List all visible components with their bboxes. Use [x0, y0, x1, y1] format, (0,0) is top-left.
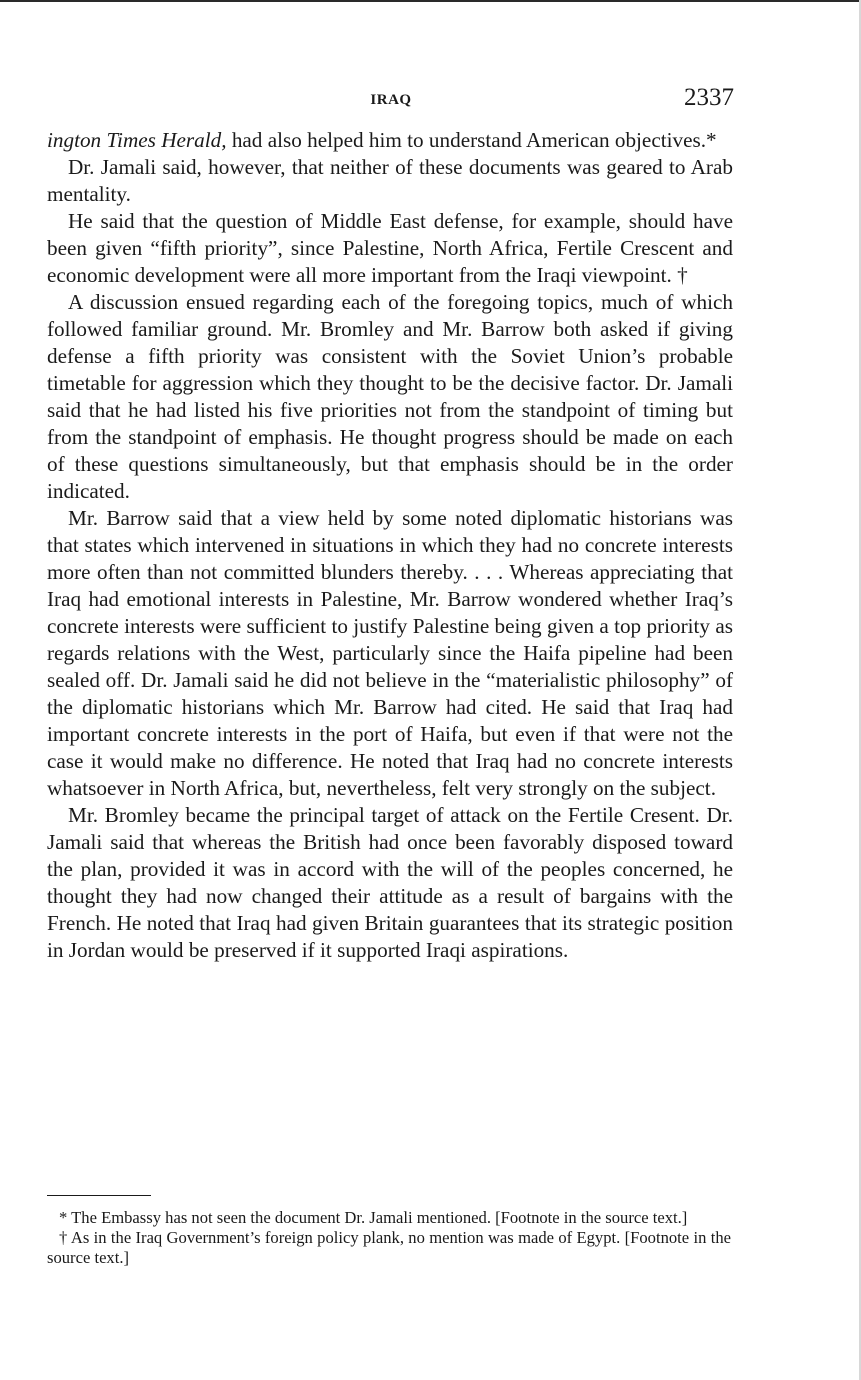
- footnote-divider: [47, 1195, 151, 1196]
- paragraph-1-text: had also helped him to understand American objectives.*: [226, 128, 717, 152]
- page-number: 2337: [684, 84, 734, 111]
- page-header: [48, 84, 734, 114]
- paragraph-1: [47, 127, 733, 154]
- newspaper-title: ington Times Herald,: [47, 128, 227, 152]
- paragraph-6: Mr. Bromley became the principal target of attack on the Fertile Cresent. Dr. Jamali said that whereas the British had once been favorably disposed toward the plan, provided it was in accord with the will of the peoples concerned, he thought they had now changed their attitude as a result of bargains with the French. He noted that Iraq had given Britain guarantees that its strategic position in Jordan would be preserved if it supported Iraqi aspirations.: [47, 803, 733, 962]
- footnotes: [47, 1208, 731, 1268]
- top-border: [0, 0, 861, 2]
- footnote-1: * The Embassy has not seen the document Dr. Jamali mentioned. [Footnote in the source text.]: [59, 1208, 688, 1227]
- running-head: IRAQ: [370, 92, 412, 108]
- paragraph-5: Mr. Barrow said that a view held by some noted diplomatic historians was that states which intervened in situations in which they had no concrete interests more often than not committed blunders thereby. . . . Whereas appreciating that Iraq had emotional interests in Palestine, Mr. Barrow wondered whether Iraq’s concrete interests were sufficient to justify Palestine being given a top priority as regards relations with the West, particularly since the Haifa pipeline had been sealed off. Dr. Jamali said he did not believe in the “materialistic philosophy” of the diplomatic historians which Mr. Barrow had cited. He said that Iraq had important concrete interests in the port of Haifa, but even if that were not the case it would make no difference. He noted that Iraq had no concrete interests whatsoever in North Africa, but, nevertheless, felt very strongly on the subject.: [47, 506, 733, 800]
- paragraph-3: He said that the question of Middle East defense, for example, should have been given “fifth priority”, since Palestine, North Africa, Fertile Crescent and economic development were all more important from the Iraqi viewpoint. †: [47, 209, 733, 287]
- footnote-2: † As in the Iraq Government’s foreign policy plank, no mention was made of Egypt. [Footnote in the source text.]: [47, 1228, 731, 1267]
- paragraph-2: Dr. Jamali said, however, that neither of these documents was geared to Arab mentality.: [47, 155, 733, 206]
- body-text: [47, 127, 733, 964]
- paragraph-4: A discussion ensued regarding each of the foregoing topics, much of which followed familiar ground. Mr. Bromley and Mr. Barrow both asked if giving defense a fifth priority was consistent with the Soviet Union’s probable timetable for aggression which they thought to be the decisive factor. Dr. Jamali said that he had listed his five priorities not from the standpoint of timing but from the standpoint of emphasis. He thought progress should be made on each of these questions simultaneously, but that emphasis should be in the order indicated.: [47, 290, 733, 503]
